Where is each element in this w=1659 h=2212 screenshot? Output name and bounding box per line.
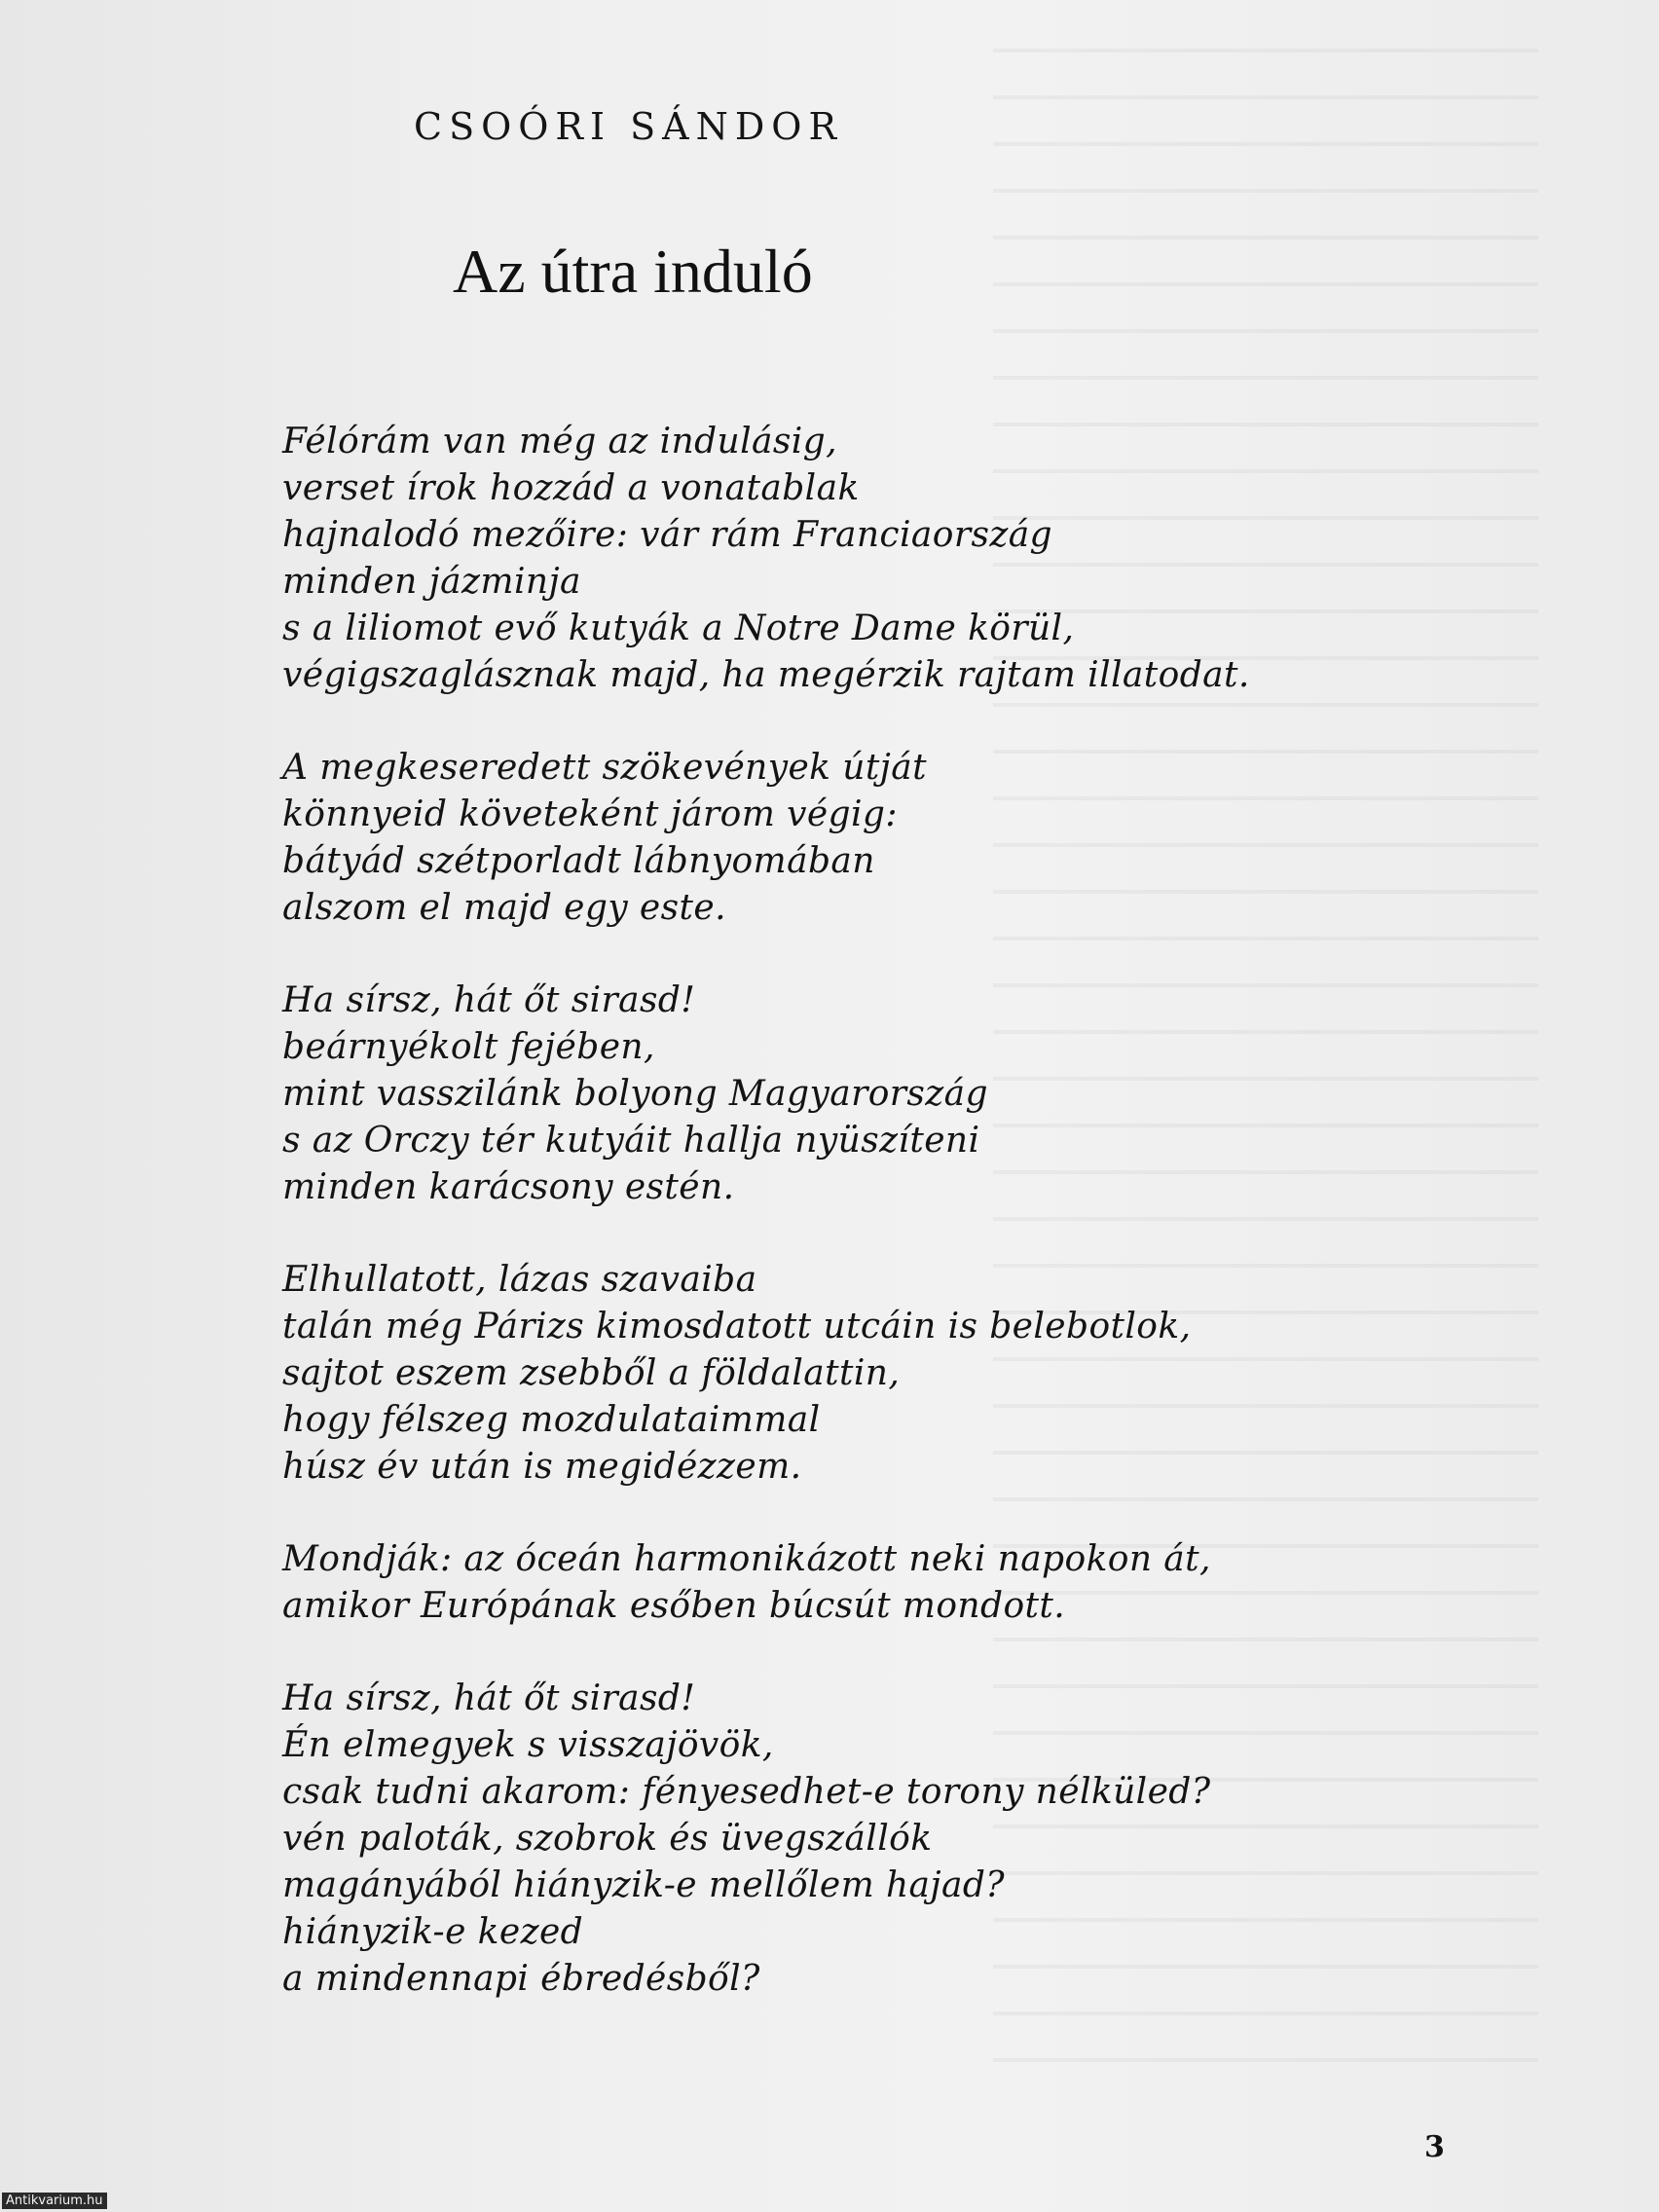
- site-watermark: Antikvarium.hu: [2, 2193, 107, 2209]
- poem-line: hajnalodó mezőire: vár rám Franciaország: [282, 515, 1053, 555]
- poem-line: bátyád szétporladt lábnyomában: [282, 841, 875, 881]
- poem-line: csak tudni akarom: fényesedhet-e torony nélküled?: [282, 1772, 1211, 1812]
- page-number: 3: [1424, 2130, 1445, 2164]
- poem-line: húsz év után is megidézzem.: [282, 1447, 802, 1487]
- poem-line: s az Orczy tér kutyáit hallja nyüszíteni: [282, 1121, 980, 1161]
- poem-line: alszom el majd egy este.: [282, 888, 726, 928]
- stanza: [282, 419, 1431, 699]
- poem-line: hogy félszeg mozdulataimmal: [282, 1400, 821, 1440]
- poem-line: Én elmegyek s visszajövök,: [282, 1725, 774, 1765]
- poem-line: minden karácsony estén.: [282, 1167, 735, 1207]
- stanza: [282, 1536, 1431, 1630]
- poem-line: s a liliomot evő kutyák a Notre Dame körül,: [282, 608, 1075, 648]
- poem-line: Mondják: az óceán harmonikázott neki napokon át,: [282, 1539, 1211, 1579]
- poem-line: végigszaglásznak majd, ha megérzik rajtam illatodat.: [282, 655, 1250, 695]
- poem-line: hiányzik-e kezed: [282, 1912, 584, 1952]
- poem-line: Ha sírsz, hát őt sirasd!: [282, 1678, 696, 1718]
- poem-line: mint vasszilánk bolyong Magyarország: [282, 1074, 988, 1114]
- stanza: [282, 1257, 1431, 1491]
- poem-line: sajtot eszem zsebből a földalattin,: [282, 1353, 901, 1393]
- poem-line: talán még Párizs kimosdatott utcáin is belebotlok,: [282, 1307, 1192, 1346]
- poem-line: verset írok hozzád a vonatablak: [282, 468, 860, 508]
- poem-author: CSOÓRI SÁNDOR: [414, 105, 844, 148]
- stanza: [282, 977, 1431, 1211]
- poem-line: beárnyékolt fejében,: [282, 1027, 655, 1067]
- poem-line: minden jázminja: [282, 562, 581, 602]
- poem-line: Ha sírsz, hát őt sirasd!: [282, 980, 696, 1020]
- poem-line: Félórám van még az indulásig,: [282, 422, 837, 461]
- poem-title: Az útra induló: [453, 237, 813, 306]
- poem-line: vén paloták, szobrok és üvegszállók: [282, 1819, 933, 1859]
- poem-line: A megkeseredett szökevények útját: [282, 748, 927, 788]
- poem-line: amikor Európának esőben búcsút mondott.: [282, 1586, 1066, 1626]
- poem-line: könnyeid követeként járom végig:: [282, 794, 898, 834]
- poem-line: Elhullatott, lázas szavaiba: [282, 1260, 757, 1300]
- stanza: [282, 745, 1431, 932]
- poem-line: a mindennapi ébredésből?: [282, 1959, 760, 1999]
- poem-body: [282, 419, 1431, 2048]
- stanza: [282, 1676, 1431, 2003]
- poem-line: magányából hiányzik-e mellőlem hajad?: [282, 1865, 1005, 1905]
